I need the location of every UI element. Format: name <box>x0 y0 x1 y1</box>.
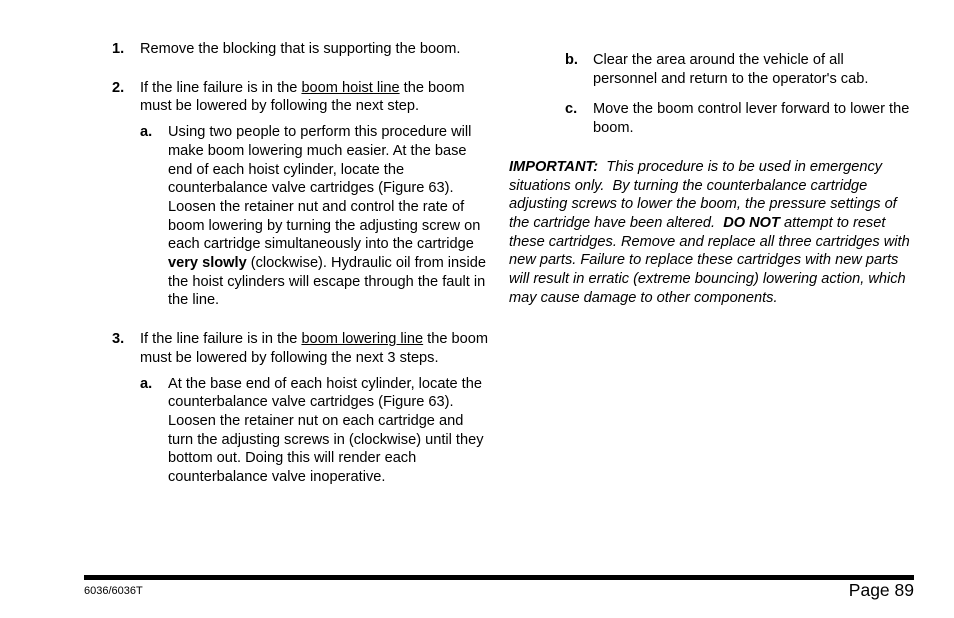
step-2-text-post: the boom must be lowered by following the next step. <box>140 79 465 115</box>
step-3b-letter: b. <box>565 52 578 68</box>
step-2 <box>112 79 492 310</box>
step-2-text-pre: If the line failure is in the <box>140 79 302 96</box>
right-column <box>509 51 911 307</box>
step-2-number: 2. <box>112 79 125 96</box>
step-3a <box>140 375 492 487</box>
model-number: 6036/6036T <box>84 585 143 597</box>
footer-rule <box>84 575 914 580</box>
step-2a <box>140 123 492 310</box>
step-3a-text: At the base end of each hoist cylinder, locate the counterbalance valve cartridges (Figure 63). Loosen the retainer nut on each cartridge and turn the adjusting screws in (clockwise) until they bottom out. Doing this will render each counterbalance valve inoperative. <box>168 375 484 486</box>
step-2a-text-pre: Using two people to perform this procedure will make boom lowering much easier. At the base end of each hoist cylinder, locate the counterbalance valve cartridges (Figure 63). Loosen the retainer nut and control the rate of boom lowering by turning the adjusting screw on each cartridge simultaneously into the cartridge <box>168 124 481 253</box>
page-number: Page 89 <box>848 580 914 600</box>
step-1-number: 1. <box>112 41 125 57</box>
step-2a-letter: a. <box>140 124 153 141</box>
important-label: IMPORTANT: <box>509 158 599 175</box>
left-column <box>112 40 492 487</box>
step-2a-bold-text: very slowly <box>168 255 247 272</box>
step-3c <box>565 100 911 137</box>
important-note <box>509 158 911 308</box>
step-1-text: Remove the blocking that is supporting the boom. <box>140 41 461 57</box>
step-2-underlined-term: boom hoist line <box>301 79 400 96</box>
step-3-text-post: the boom must be lowered by following the next 3 steps. <box>140 331 489 366</box>
important-text-post: attempt to reset these cartridges. Remove and replace all three cartridges with new parts. Failure to replace these cartridges with new parts will result in erratic (extreme bouncing) lowering action, which may cause damage to other components. <box>509 214 910 306</box>
step-3-text-pre: If the line failure is in the <box>140 331 302 348</box>
step-3-underlined-term: boom lowering line <box>301 331 424 348</box>
step-2a-text-post: (clockwise). Hydraulic oil from inside the hoist cylinders will escape through the fault in the line. <box>168 255 486 309</box>
step-3b <box>565 51 911 88</box>
step-3c-text: Move the boom control lever forward to lower the boom. <box>593 101 910 137</box>
step-3a-letter: a. <box>140 375 153 392</box>
step-1 <box>112 40 492 59</box>
step-3b-text: Clear the area around the vehicle of all personnel and return to the operator's cab. <box>593 52 869 87</box>
step-3 <box>112 330 492 487</box>
step-3c-letter: c. <box>565 101 578 118</box>
important-text-pre: This procedure is to be used in emergency situations only. By turning the counterbalance cartridge adjusting screws to lower the boom, the pressure settings of the cartridge have been altered. <box>509 158 901 231</box>
step-3-number: 3. <box>112 331 125 348</box>
do-not-emphasis: DO NOT <box>723 214 780 231</box>
